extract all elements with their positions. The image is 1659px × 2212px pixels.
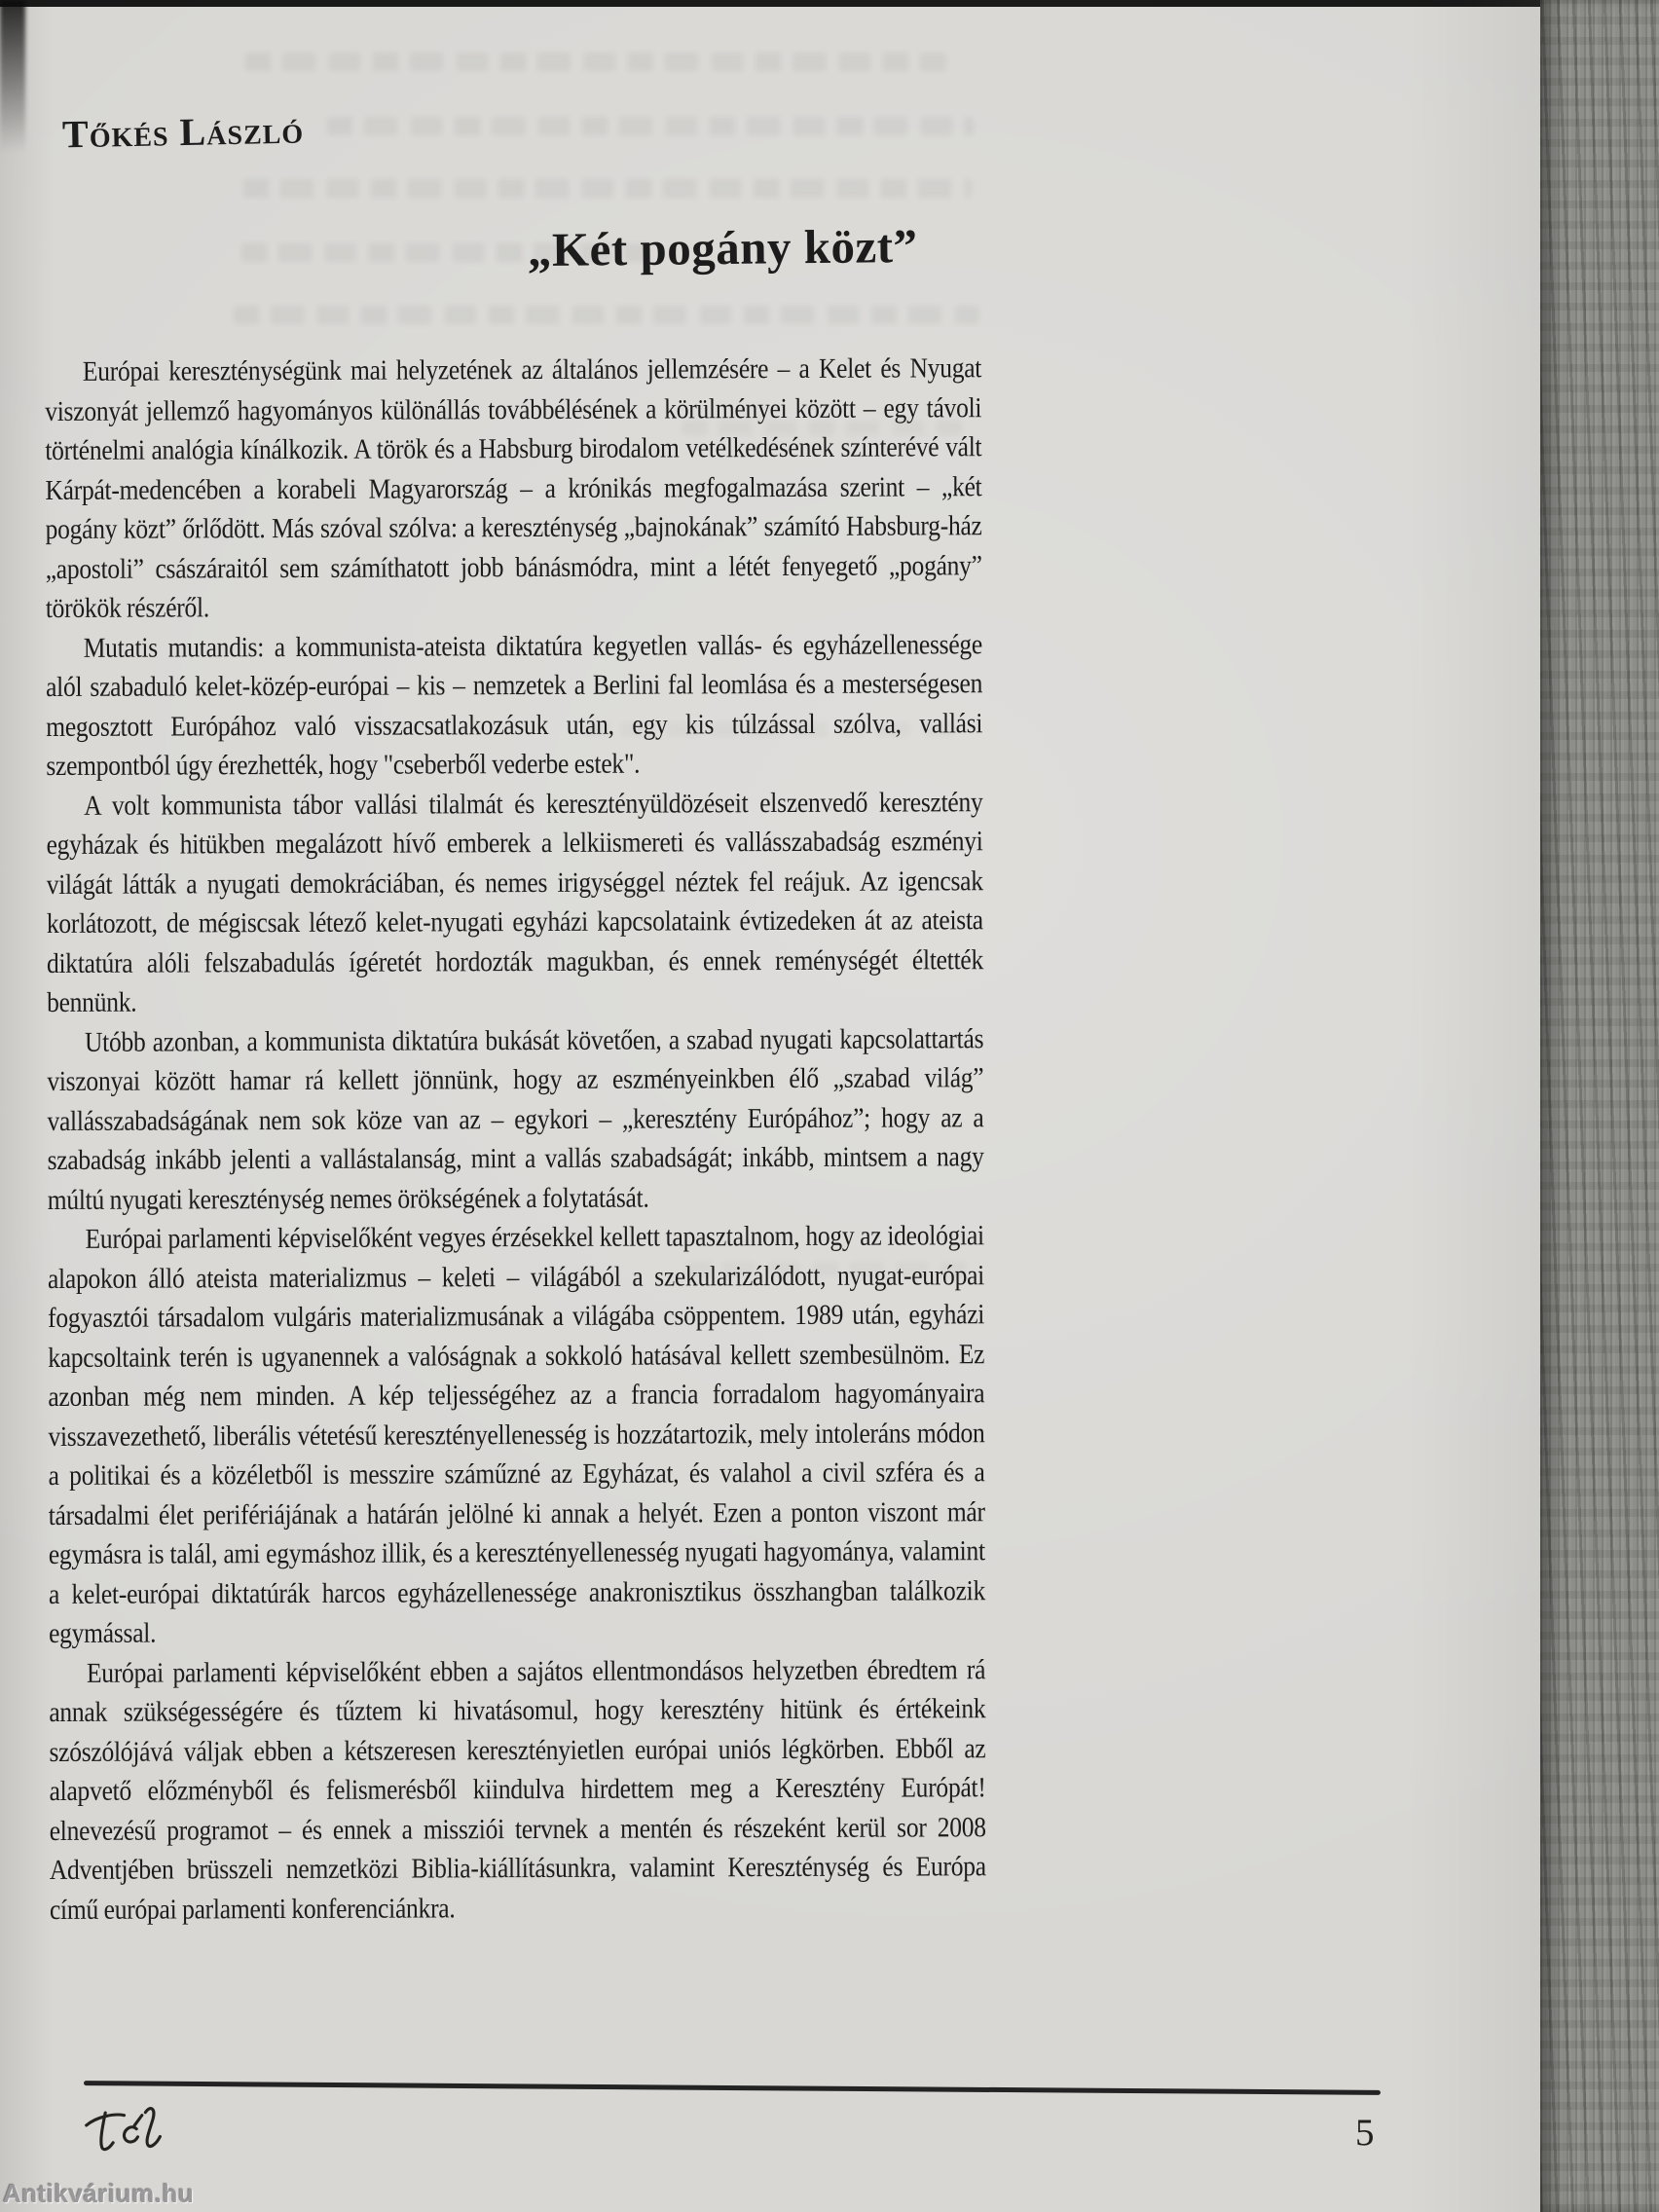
body-paragraph: Utóbb azonban, a kommunista diktatúra bukását követően, a szabad nyugati kapcsolattartás viszonyai között hamar rá kellett jönnünk, hogy az eszményeinkben élő „szabad világ” vallásszabadságának nem sok köze van az – egykori – „keresztény Európához”; hogy az a szabadság inkább jelenti a vallástalanság, mint a vallás szabadságát; inkább, mintsem a nagy múltú nyugati kereszténység nemes örökségének a folytatását.: [47, 1022, 984, 1216]
page-title: „Két pogány közt”: [527, 218, 918, 277]
body-paragraph: Európai kereszténységünk mai helyzetének az általános jellemzésére – a Kelet és Nyugat viszonyát jellemző hagyományos különállás továbbélésének a körülményei között – egy távoli történelmi analógia kínálkozik. A török és a Habsburg birodalom vetélkedésének színterévé vált Kárpát-medencében a korabeli Magyarország – a krónikás megfogalmazása szerint – „két pogány közt” őrlődött. Más szóval szólva: a kereszténység „bajnokának” számító Habsburg-ház „apostoli” császáraitól sem számíthatott jobb bánásmódra, mint a létét fenyegető „pogány” törökök részéről.: [45, 352, 982, 624]
body-paragraph: Európai parlamenti képviselőként ebben a sajátos ellentmondásos helyzetben ébredtem rá annak szükségességére és tűztem ki hivatásomul, hogy keresztény hitünk és értékeink szószólójává váljak ebben a kétszeresen keresztényietlen európai uniós légkörben. Ebből az alapvető előzményből és felismerésből kiindulva hirdettem meg a Keresztény Európát! elnevezésű programot – és ennek a missziói tervnek a mentén és részeként kerül sor 2008 Adventjében brüsszeli nemzetközi Biblia-kiállításunkra, valamint Kereszténység és Európa című európai parlamenti konferenciánkra.: [49, 1653, 986, 1926]
body-paragraph: A volt kommunista tábor vallási tilalmát és keresztényüldözéseit elszenvedő keresztény egyházak és hitükben megalázott hívő emberek a lelkiismereti és vallásszabadság eszményi világát látták a nyugati demokráciában, és nemes irigységgel néztek fel reájuk. Az igencsak korlátozott, de mégiscsak létező kelet-nyugati egyházi kapcsolataink évtizedeken át az ateista diktatúra alóli felszabadulás ígéretét hordozták magukban, és ennek reménységét éltették bennünk.: [46, 786, 984, 1018]
page-number: 5: [1355, 2112, 1375, 2154]
body-paragraph: Mutatis mutandis: a kommunista-ateista diktatúra kegyetlen vallás- és egyházellenessége alól szabaduló kelet-közép-európai – kis – nemzetek a Berlini fal leomlása és a mesterségesen megosztott Európához való visszacsatlakozásuk után, egy kis túlzással szólva, vallási szempontból úgy érezhették, hogy "cseberből vederbe estek".: [46, 628, 983, 782]
bleedthrough-line: [243, 179, 972, 198]
bleedthrough-line: [234, 306, 979, 324]
author-name: Tőkés László: [61, 107, 305, 157]
bleedthrough-line: [327, 117, 974, 135]
tel-script-logo: [76, 2096, 180, 2163]
scan-background-band: [1540, 0, 1659, 2212]
bleedthrough-line: [245, 53, 946, 71]
watermark-antikvarium: Antikvárium.hu: [3, 2179, 195, 2208]
scan-corner-shadow: [0, 0, 25, 166]
body-paragraph: Európai parlamenti képviselőként vegyes érzésekkel kellett tapasztalnom, hogy az ideológiai alapokon álló ateista materializmus – keleti – világából a szekularizálódott, nyugat-európai fogyasztói társadalom vulgáris materializmusának a világába csöppentem. 1989 után, egyházi kapcsoltaink terén is ugyanennek a valóságnak a sokkoló hatásával kellett szembesülnöm. Ez azonban még nem minden. A kép teljességéhez az a francia forradalom hagyományaira visszavezethető, liberális vétetésű keresztényellenesség is hozzátartozik, mely intoleráns módon a politikai és a közéletből is messzire száműzné az Egyházat, és valahol a civil szféra és a társadalmi élet perifériájának a határán jelölné ki annak a helyét. Ezen a ponton viszont már egymásra is talál, ami egymáshoz illik, és a keresztényellenesség nyugati hagyománya, valamint a kelet-európai diktatúrák harcos egyházellenessége anakronisztikus összhangban találkozik egymással.: [47, 1220, 986, 1649]
scan-top-edge: [0, 0, 1659, 7]
article-body: [45, 349, 986, 1930]
